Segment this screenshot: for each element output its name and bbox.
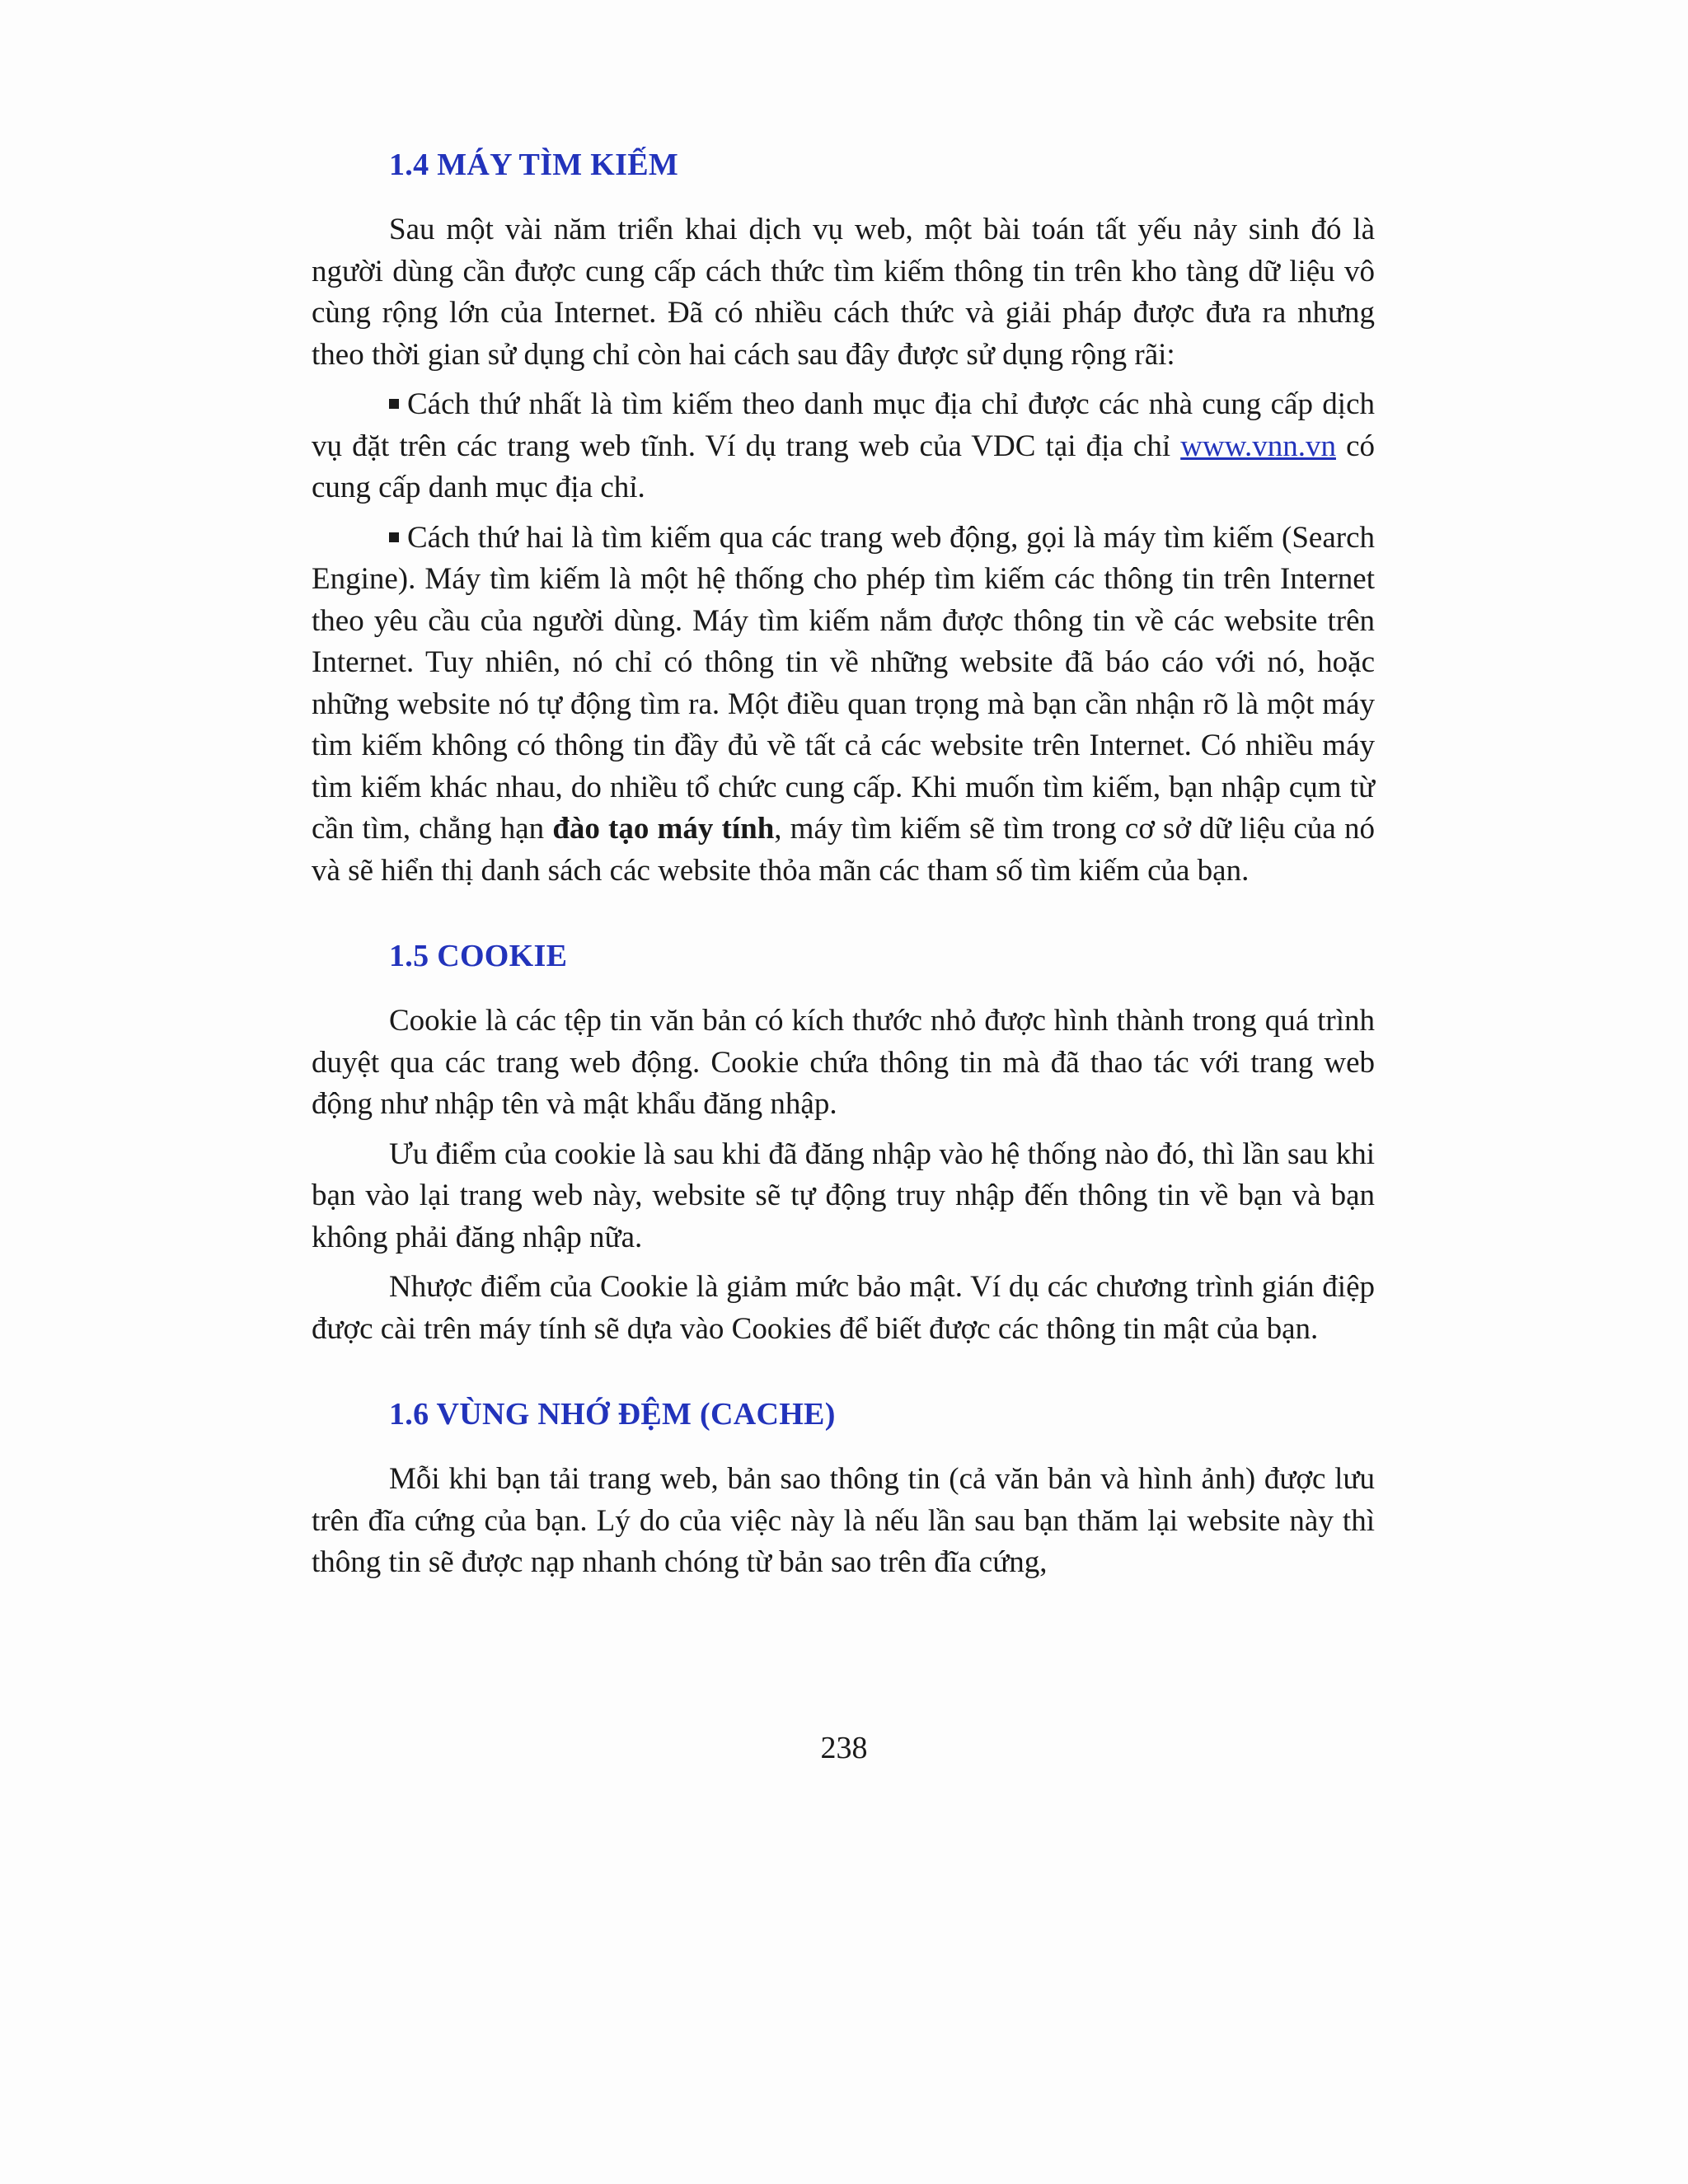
paragraph-cookie-definition: Cookie là các tệp tin văn bản có kích thước nhỏ được hình thành trong quá trình duyệt qua các trang web động. Cookie chứa thông tin mà đã thao tác với trang web động như nhập tên và mật khẩu đăng nhập. <box>312 1004 1375 1121</box>
bullet-text: Cách thứ hai là tìm kiếm qua các trang web động, gọi là máy tìm kiếm (Search Engine). Máy tìm kiếm là một hệ thống cho phép tìm kiếm các thông tin trên Internet theo yêu cầu của người dùng. Máy tìm kiếm nắm được thông tin về các website trên Internet. Tuy nhiên, nó chỉ có thông tin về những website đã báo cáo với nó, hoặc những website nó tự động tìm ra. Một điều quan trọng mà bạn cần nhận rõ là một máy tìm kiếm không có thông tin đầy đủ về tất cả các website trên Internet. Có nhiều máy tìm kiếm khác nhau, do nhiều tổ chức cung cấp. Khi muốn tìm kiếm, bạn nhập cụm từ cần tìm, chẳng hạn <box>312 520 1375 846</box>
square-bullet-icon <box>389 399 399 409</box>
bullet-text-tail: , máy tìm kiếm sẽ tìm trong cơ sở dữ liệu của nó và sẽ hiển thị danh sách các website thỏa mãn các tham số tìm kiếm của bạn. <box>312 812 1376 888</box>
square-bullet-icon <box>389 532 399 542</box>
paragraph-cookie-advantage: Ưu điểm của cookie là sau khi đã đăng nhập vào hệ thống nào đó, thì lần sau khi bạn vào lại trang web này, website sẽ tự động truy nhập đến thông tin về bạn và bạn không phải đăng nhập nữa. <box>312 1137 1375 1254</box>
bullet-text: Cách thứ nhất là tìm kiếm theo danh mục địa chỉ được các nhà cung cấp dịch vụ đặt trên các trang web tĩnh. Ví dụ trang web của VDC tại địa chỉ <box>312 387 1375 463</box>
section-spacer <box>312 900 1375 936</box>
bullet-item-dynamic-search <box>312 518 1375 893</box>
paragraph-search-intro: Sau một vài năm triển khai dịch vụ web, một bài toán tất yếu nảy sinh đó là người dùng cần được cung cấp cách thức tìm kiếm thông tin trên kho tàng dữ liệu vô cùng rộng lớn của Internet. Đã có nhiều cách thức và giải pháp được đưa ra nhưng theo thời gian sử dụng chỉ còn hai cách sau đây được sử dụng rộng rãi: <box>312 213 1375 372</box>
page-content <box>312 145 1375 1592</box>
section-heading-cookie: 1.5 COOKIE <box>389 939 568 973</box>
paragraph-cache-intro: Mỗi khi bạn tải trang web, bản sao thông tin (cả văn bản và hình ảnh) được lưu trên đĩa cứng của bạn. Lý do của việc này là nếu lần sau bạn thăm lại website này thì thông tin sẽ được nạp nhanh chóng từ bản sao trên đĩa cứng, <box>312 1462 1375 1579</box>
page-number: 238 <box>820 1731 868 1765</box>
section-spacer <box>312 1358 1375 1394</box>
bullet-text-tail: có cung cấp danh mục địa chỉ. <box>312 429 1375 504</box>
section-heading-search-engine: 1.4 MÁY TÌM KIẾM <box>389 148 679 182</box>
paragraph-cookie-disadvantage: Nhược điểm của Cookie là giảm mức bảo mật. Ví dụ các chương trình gián điệp được cài trên máy tính sẽ dựa vào Cookies để biết được các thông tin mật của bạn. <box>312 1270 1375 1346</box>
section-heading-cache: 1.6 VÙNG NHỚ ĐỆM (CACHE) <box>389 1397 836 1432</box>
bold-example-phrase: đào tạo máy tính <box>552 812 775 846</box>
bullet-item-directory-search <box>312 384 1375 509</box>
link-vnn[interactable]: www.vnn.vn <box>1180 429 1336 463</box>
